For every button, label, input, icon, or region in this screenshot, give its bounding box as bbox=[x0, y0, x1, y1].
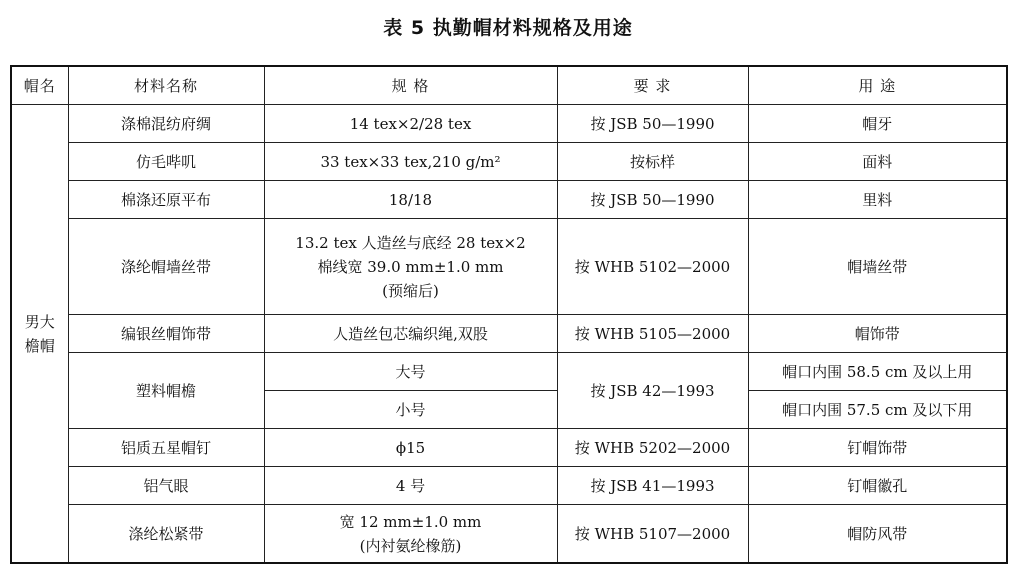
header-cap-name: 帽名 bbox=[11, 66, 68, 105]
material-cell: 编银丝帽饰带 bbox=[68, 315, 264, 353]
usage-cell: 帽口内围 58.5 cm 及以上用 bbox=[748, 353, 1007, 391]
spec-line: (预缩后) bbox=[382, 281, 439, 300]
spec-line: 13.2 tex 人造丝与底经 28 tex×2 bbox=[295, 233, 526, 252]
usage-cell: 帽墙丝带 bbox=[748, 219, 1007, 315]
material-cell: 涤纶松紧带 bbox=[68, 505, 264, 564]
table-title: 表 5 执勤帽材料规格及用途 bbox=[383, 17, 633, 39]
requirement-cell: 按 WHB 5202—2000 bbox=[557, 429, 748, 467]
spec-line: 棉线宽 39.0 mm±1.0 mm bbox=[317, 257, 504, 276]
material-cell: 涤棉混纺府绸 bbox=[68, 105, 264, 143]
material-cell: 涤纶帽墙丝带 bbox=[68, 219, 264, 315]
requirement-cell: 按 JSB 42—1993 bbox=[557, 353, 748, 429]
header-material-name: 材料名称 bbox=[68, 66, 264, 105]
table-header-row bbox=[11, 66, 1007, 105]
usage-cell: 钉帽徽孔 bbox=[748, 467, 1007, 505]
spec-cell bbox=[264, 219, 557, 315]
material-cell: 仿毛哔叽 bbox=[68, 143, 264, 181]
spec-cell: 大号 bbox=[264, 353, 557, 391]
table-row bbox=[11, 353, 1007, 391]
spec-cell bbox=[264, 505, 557, 564]
requirement-cell: 按 WHB 5107—2000 bbox=[557, 505, 748, 564]
spec-cell: 18/18 bbox=[264, 181, 557, 219]
spec-line: 宽 12 mm±1.0 mm bbox=[339, 512, 482, 531]
spec-table bbox=[10, 65, 1008, 564]
requirement-cell: 按 WHB 5105—2000 bbox=[557, 315, 748, 353]
material-cell: 铝质五星帽钉 bbox=[68, 429, 264, 467]
usage-cell: 钉帽饰带 bbox=[748, 429, 1007, 467]
usage-cell: 帽饰带 bbox=[748, 315, 1007, 353]
usage-cell: 帽防风带 bbox=[748, 505, 1007, 564]
spec-cell: 33 tex×33 tex,210 g/m² bbox=[264, 143, 557, 181]
table-row bbox=[11, 181, 1007, 219]
requirement-cell: 按 JSB 41—1993 bbox=[557, 467, 748, 505]
material-cell: 棉涤还原平布 bbox=[68, 181, 264, 219]
material-cell: 铝气眼 bbox=[68, 467, 264, 505]
spec-cell: ϕ15 bbox=[264, 429, 557, 467]
spec-line: (内衬氨纶橡筋) bbox=[359, 536, 462, 555]
spec-cell: 人造丝包芯编织绳,双股 bbox=[264, 315, 557, 353]
requirement-cell: 按 JSB 50—1990 bbox=[557, 181, 748, 219]
header-spec: 规 格 bbox=[264, 66, 557, 105]
spec-cell: 14 tex×2/28 tex bbox=[264, 105, 557, 143]
table-row bbox=[11, 505, 1007, 564]
table-row bbox=[11, 143, 1007, 181]
header-requirement: 要 求 bbox=[557, 66, 748, 105]
usage-cell: 面料 bbox=[748, 143, 1007, 181]
usage-cell: 帽牙 bbox=[748, 105, 1007, 143]
spec-cell: 4 号 bbox=[264, 467, 557, 505]
spec-cell: 小号 bbox=[264, 391, 557, 429]
usage-cell: 帽口内围 57.5 cm 及以下用 bbox=[748, 391, 1007, 429]
usage-cell: 里料 bbox=[748, 181, 1007, 219]
requirement-cell: 按 WHB 5102—2000 bbox=[557, 219, 748, 315]
requirement-cell: 按 JSB 50—1990 bbox=[557, 105, 748, 143]
material-cell: 塑料帽檐 bbox=[68, 353, 264, 429]
table-row bbox=[11, 467, 1007, 505]
table-row bbox=[11, 105, 1007, 143]
table-row bbox=[11, 315, 1007, 353]
cap-name-cell: 男大檐帽 bbox=[11, 105, 68, 564]
requirement-cell: 按标样 bbox=[557, 143, 748, 181]
table-row bbox=[11, 429, 1007, 467]
table-row bbox=[11, 219, 1007, 315]
header-usage: 用 途 bbox=[748, 66, 1007, 105]
